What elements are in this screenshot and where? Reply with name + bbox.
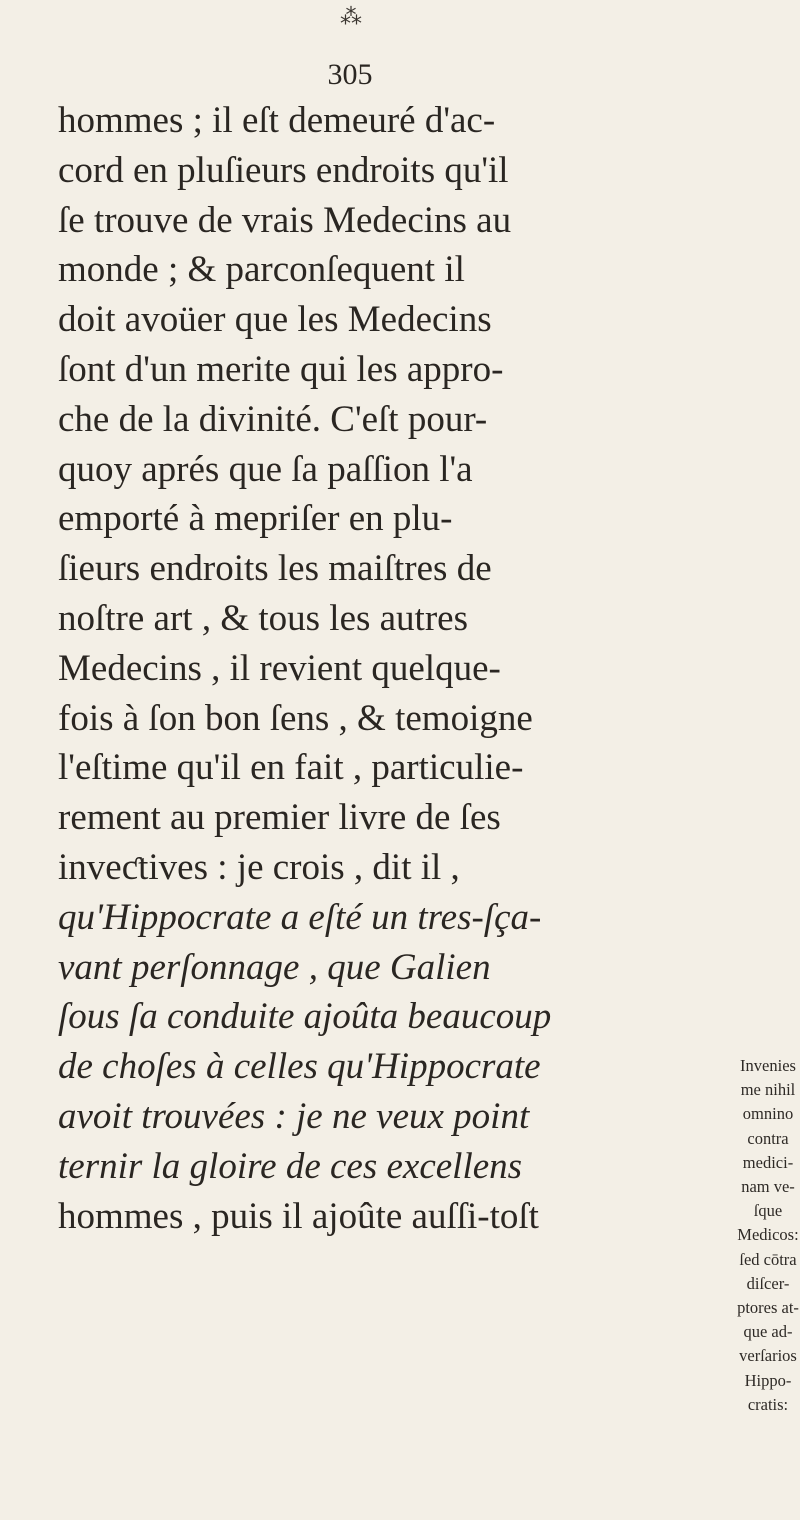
margin-line: medici- bbox=[742, 1152, 794, 1172]
text-line: Medecins , il revient quelque- bbox=[58, 647, 501, 689]
margin-line: ſque bbox=[753, 1201, 783, 1221]
text-line: ſieurs endroits les maiſtres de bbox=[58, 548, 492, 590]
margin-line: me nihil bbox=[740, 1080, 796, 1100]
page-number: 305 bbox=[327, 58, 373, 91]
margin-line: contra bbox=[747, 1128, 789, 1148]
quoted-line: ſous ſa conduite ajoûta beaucoup bbox=[58, 996, 552, 1038]
margin-line: Invenies bbox=[740, 1056, 796, 1075]
quoted-line: qu'Hippocrate a eſté un tres-ſça- bbox=[58, 896, 542, 938]
text-line: ſe trouve de vrais Medecins au bbox=[58, 199, 512, 241]
text-line: cord en pluſieurs endroits qu'il bbox=[58, 149, 509, 191]
quoted-line: avoit trouvées : je ne veux point bbox=[58, 1095, 530, 1137]
text-line: che de la divinité. C'eſt pour- bbox=[58, 398, 488, 440]
text-line: quoy aprés que ſa paſſion l'a bbox=[58, 448, 473, 490]
body-text bbox=[58, 96, 658, 1241]
text-line: ſont d'un merite qui les appro- bbox=[58, 348, 504, 390]
margin-line: ptores at- bbox=[737, 1298, 799, 1318]
text-line: noſtre art , & tous les autres bbox=[58, 597, 468, 639]
text-line: monde ; & parconſequent il bbox=[58, 249, 465, 291]
text-line: hommes ; il eſt demeuré d'ac- bbox=[58, 100, 496, 141]
quoted-line: de choſes à celles qu'Hippocrate bbox=[58, 1046, 541, 1088]
quoted-line: vant perſonnage , que Galien bbox=[58, 946, 491, 988]
text-line: inveƈtives : je crois , dit il , bbox=[58, 846, 460, 888]
text-line: hommes , puis il ajoûte auſſi-toſt bbox=[58, 1195, 539, 1237]
margin-line: ſed cōtra bbox=[739, 1249, 797, 1269]
margin-line: que ad- bbox=[743, 1322, 793, 1342]
text-line: emporté à mepriſer en plu- bbox=[58, 498, 453, 540]
text-line: doit avoüer que les Medecins bbox=[58, 299, 492, 341]
text-line: l'eſtime qu'il en fait , particulie- bbox=[58, 747, 524, 789]
marginal-note bbox=[733, 1054, 800, 1417]
margin-line: diſcer- bbox=[746, 1273, 790, 1293]
margin-line: Medicos: bbox=[737, 1225, 799, 1245]
quoted-line: ternir la gloire de ces excellens bbox=[58, 1145, 523, 1187]
margin-line: cratis: bbox=[747, 1394, 789, 1414]
text-line: rement au premier livre de ſes bbox=[58, 797, 501, 839]
text-line: fois à ſon bon ſens , & temoigne bbox=[58, 697, 533, 739]
margin-line: omnino bbox=[742, 1104, 794, 1124]
margin-line: verſarios bbox=[739, 1346, 797, 1366]
margin-line: nam ve- bbox=[741, 1177, 795, 1197]
margin-line: Hippo- bbox=[744, 1370, 792, 1390]
printer-mark: ⁂ bbox=[340, 5, 362, 30]
